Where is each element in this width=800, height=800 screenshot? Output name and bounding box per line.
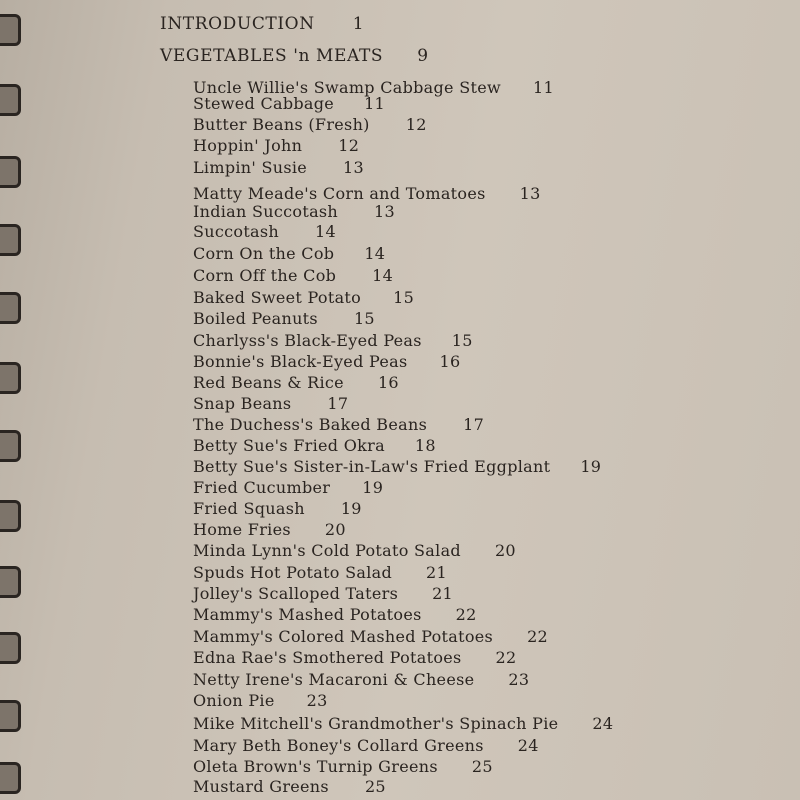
entry-page: 15 <box>353 309 375 328</box>
entry-title: Minda Lynn's Cold Potato Salad <box>193 541 461 560</box>
toc-entry <box>193 605 477 624</box>
entry-title: Netty Irene's Macaroni & Cheese <box>193 670 475 689</box>
entry-title: Matty Meade's Corn and Tomatoes <box>193 184 486 203</box>
entry-page: 23 <box>508 670 530 689</box>
toc-entry <box>193 499 362 518</box>
toc-entry <box>193 415 484 434</box>
entry-title: Baked Sweet Potato <box>193 288 362 307</box>
entry-page: 19 <box>580 457 602 476</box>
toc-entry <box>193 184 541 203</box>
entry-page: 12 <box>338 136 360 155</box>
entry-page: 22 <box>527 627 549 646</box>
entry-page: 23 <box>306 691 328 710</box>
entry-title: Home Fries <box>193 520 291 539</box>
entry-page: 15 <box>393 288 415 307</box>
entry-page: 14 <box>315 222 336 241</box>
entry-page: 19 <box>362 478 384 497</box>
entry-page: 20 <box>324 520 346 539</box>
entry-page: 15 <box>451 331 473 350</box>
entry-page: 18 <box>414 436 436 455</box>
toc-entry <box>193 373 399 392</box>
entry-title: Corn On the Cob <box>193 244 335 263</box>
toc-entry <box>193 648 517 667</box>
entry-title: Betty Sue's Sister-in-Law's Fried Eggplant <box>193 457 551 476</box>
entry-title: Betty Sue's Fried Okra <box>193 436 385 455</box>
toc-entry <box>193 457 601 476</box>
entry-title: Jolley's Scalloped Taters <box>193 584 399 603</box>
entry-title: Fried Cucumber <box>193 478 331 497</box>
entry-title: Mike Mitchell's Grandmother's Spinach Pie <box>193 714 559 733</box>
toc-entry <box>193 244 385 263</box>
toc-entry <box>193 478 383 497</box>
toc-entry <box>193 736 539 755</box>
entry-title: Fried Squash <box>193 499 305 518</box>
entry-title: Mary Beth Boney's Collard Greens <box>193 736 484 755</box>
section-heading <box>160 14 364 34</box>
entry-page: 13 <box>343 158 364 177</box>
entry-page: 17 <box>327 394 349 413</box>
toc-entry <box>193 670 529 689</box>
entry-page: 20 <box>494 541 516 560</box>
section-title: INTRODUCTION <box>160 14 315 34</box>
toc-entry <box>193 352 460 371</box>
entry-title: Limpin' Susie <box>193 158 308 177</box>
entry-page: 25 <box>471 757 493 776</box>
entry-title: Red Beans & Rice <box>193 373 344 392</box>
entry-page: 22 <box>495 648 517 667</box>
toc-entry <box>193 288 414 307</box>
entry-title: Oleta Brown's Turnip Greens <box>193 757 438 776</box>
section-page: 1 <box>352 14 365 34</box>
entry-page: 16 <box>439 352 461 371</box>
entry-title: Mammy's Mashed Potatoes <box>193 605 422 624</box>
entry-title: Butter Beans (Fresh) <box>193 115 370 134</box>
entry-page: 13 <box>374 202 395 221</box>
toc-entry <box>193 714 613 733</box>
section-heading <box>160 46 429 66</box>
entry-title: Snap Beans <box>193 394 292 413</box>
toc-entry <box>193 115 427 134</box>
toc-entry <box>193 158 364 177</box>
toc-entry <box>193 202 395 221</box>
entry-page: 21 <box>432 584 454 603</box>
entry-title: Boiled Peanuts <box>193 309 318 328</box>
toc-entry <box>193 222 336 241</box>
entry-page: 22 <box>455 605 477 624</box>
toc-entry <box>193 331 473 350</box>
toc-entry <box>193 436 436 455</box>
toc-entry <box>193 309 375 328</box>
entry-page: 21 <box>426 563 447 582</box>
entry-title: Mammy's Colored Mashed Potatoes <box>193 627 494 646</box>
entry-page: 11 <box>532 78 554 97</box>
entry-page: 14 <box>372 266 394 285</box>
entry-page: 19 <box>340 499 362 518</box>
toc-entry <box>193 691 328 710</box>
entry-page: 24 <box>517 736 539 755</box>
entry-page: 11 <box>364 94 386 113</box>
entry-page: 25 <box>364 777 386 796</box>
entry-title: Spuds Hot Potato Salad <box>193 563 393 582</box>
entry-page: 16 <box>377 373 399 392</box>
section-title: VEGETABLES 'n MEATS <box>160 46 384 66</box>
entry-title: Edna Rae's Smothered Potatoes <box>193 648 462 667</box>
entry-title: Bonnie's Black-Eyed Peas <box>193 352 408 371</box>
entry-title: The Duchess's Baked Beans <box>193 415 428 434</box>
toc-entry <box>193 94 385 113</box>
toc-entry <box>193 777 386 796</box>
entry-page: 14 <box>364 244 386 263</box>
section-page: 9 <box>417 46 429 66</box>
toc-entry <box>193 394 348 413</box>
entry-title: Stewed Cabbage <box>193 94 335 113</box>
toc-entry <box>193 563 447 582</box>
toc-entry <box>193 266 393 285</box>
entry-title: Charlyss's Black-Eyed Peas <box>193 331 422 350</box>
entry-page: 12 <box>405 115 427 134</box>
toc-entry <box>193 520 346 539</box>
toc-entry <box>193 136 359 155</box>
entry-page: 17 <box>463 415 485 434</box>
toc-entry <box>193 584 453 603</box>
entry-title: Corn Off the Cob <box>193 266 337 285</box>
entry-page: 24 <box>592 714 614 733</box>
entry-title: Uncle Willie's Swamp Cabbage Stew <box>193 78 501 97</box>
toc-entry <box>193 757 493 776</box>
toc-entry <box>193 541 516 560</box>
entry-title: Onion Pie <box>193 691 275 710</box>
entry-title: Hoppin' John <box>193 136 303 155</box>
toc-entry <box>193 627 548 646</box>
entry-title: Indian Succotash <box>193 202 339 221</box>
entry-title: Mustard Greens <box>193 777 329 796</box>
entry-page: 13 <box>519 184 541 203</box>
entry-title: Succotash <box>193 222 280 241</box>
